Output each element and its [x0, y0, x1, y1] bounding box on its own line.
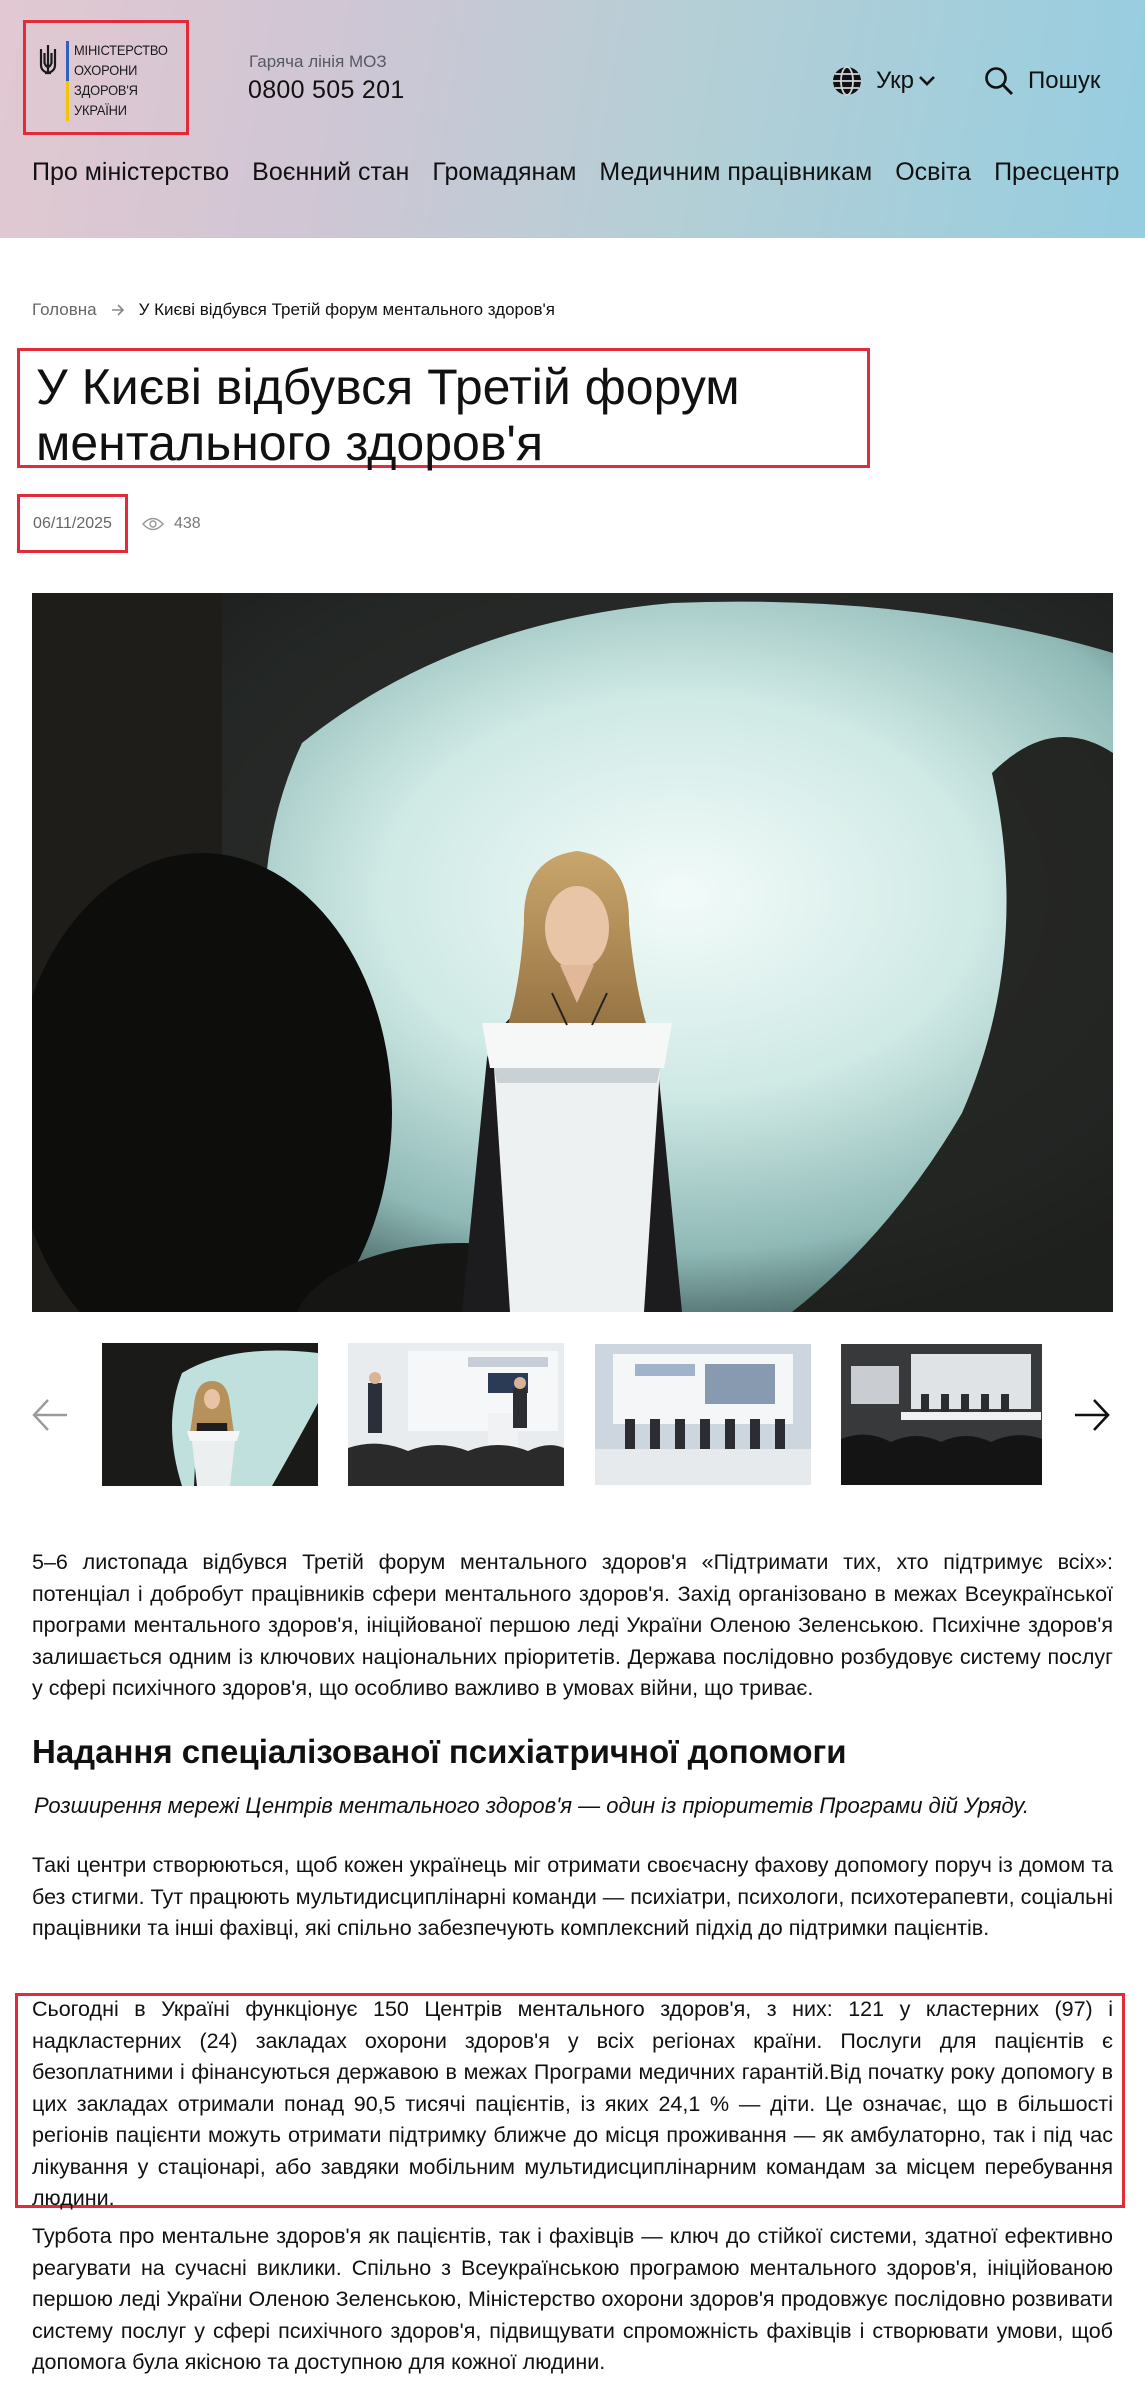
arrow-left-icon	[31, 1398, 69, 1432]
article-paragraph-3: Сьогодні в Україні функціонує 150 Центрів ментального здоров'я, з них: 121 у кластерних (97) і надкластерних (24) закладах охорони здоров'я у всіх регіонах країни. Послуги для пацієнтів є безоплатними і фінансуються державою в межах Програми медичних гарантій.Від початку року допомогу в цих закладах отримали понад 90,5 тисячі пацієнтів, із яких 24,1 % — діти. Це означає, що в більшості регіонів пацієнти можуть отримати підтримку ближче до місця проживання — як амбулаторно, так і під час лікування у стаціонарі, або завдяки мобільним мультидисциплінарним командам за місцем перебування людини.	[32, 1997, 1113, 2210]
article-intro: 5–6 листопада відбувся Третій форум ментального здоров'я «Підтримати тих, хто підтримує всіх»: потенціал і добробут працівників сфери ментального здоров'я. Захід організовано в межах Всеукраїнської програми ментального здоров'я, ініційованої першою леді України Оленою Зеленською. Психічне здоров'я залишається одним із ключових національних пріоритетів. Держава послідовно розбудовує систему послуг у сфері психічного здоров'я, що особливо важливо в умовах війни, що триває.	[32, 1550, 1113, 1700]
nav-item-martial-law[interactable]: Воєнний стан	[252, 158, 410, 186]
globe-icon	[830, 64, 864, 98]
article-paragraph-4: Турбота про ментальне здоров'я як пацієнтів, так і фахівців — ключ до стійкої системи, здатної ефективно реагувати на сучасні виклики. Спільно з Всеукраїнською програмою ментального здоров'я, ініційованою першою леді України Оленою Зеленською, Міністерство охорони здоров'я продовжує послідовно розвивати систему послуг у сфері психічного здоров'я, підвищувати спроможність фахівців і створювати умови, щоб допомога була якісною та доступною для кожної людини.	[32, 2224, 1113, 2374]
logo-text	[74, 40, 175, 120]
breadcrumb-home[interactable]: Головна	[32, 300, 97, 319]
section-heading: Надання спеціалізованої психіатричної допомоги	[32, 1733, 847, 1770]
arrow-right-icon	[1073, 1398, 1111, 1432]
trident-emblem-icon	[38, 43, 58, 77]
language-label: Укр	[876, 67, 915, 94]
language-switcher[interactable]	[830, 64, 936, 98]
gallery-thumb-4[interactable]	[841, 1344, 1042, 1485]
nav-item-education[interactable]: Освіта	[895, 158, 972, 186]
flag-stripe	[66, 41, 69, 121]
logo-line-3: ЗДОРОВ'Я	[74, 82, 138, 98]
ministry-logo[interactable]	[23, 20, 189, 135]
title-highlight	[17, 348, 870, 471]
publish-date: 06/11/2025	[17, 494, 128, 553]
hotline-number[interactable]: 0800 505 201	[248, 76, 405, 104]
eye-icon	[142, 517, 164, 531]
gallery-thumb-3[interactable]	[595, 1344, 811, 1485]
nav-item-citizens[interactable]: Громадянам	[432, 158, 577, 186]
logo-line-2: ОХОРОНИ	[74, 62, 138, 78]
section-lead: Розширення мережі Центрів ментального здоров'я — один із пріоритетів Програми дій Уряду.	[34, 1793, 1030, 1818]
nav-item-press[interactable]: Пресцентр	[994, 158, 1120, 186]
main-nav	[32, 158, 1119, 192]
breadcrumb-current: У Києві відбувся Третій форум ментального здоров'я	[138, 300, 555, 319]
article-meta	[17, 494, 201, 553]
view-count-value: 438	[174, 514, 201, 532]
gallery-prev-button[interactable]	[30, 1390, 70, 1440]
breadcrumb-arrow-icon	[111, 304, 125, 316]
logo-line-4: УКРАЇНИ	[74, 102, 127, 118]
nav-item-medical-workers[interactable]: Медичним працівникам	[599, 158, 873, 186]
nav-item-about[interactable]: Про міністерство	[32, 158, 230, 186]
article-paragraph-2: Такі центри створюються, щоб кожен українець міг отримати своєчасну фахову допомогу поруч із домом та без стигми. Тут працюють мультидисциплінарні команди — психіатри, психологи, психотерапевти, соціальні працівники та інші фахівці, які спільно забезпечують комплексний підхід до підтримки пацієнтів.	[32, 1853, 1113, 1940]
breadcrumb	[32, 300, 555, 320]
main-photo[interactable]	[32, 593, 1113, 1312]
gallery-thumb-1[interactable]	[102, 1343, 318, 1486]
site-header	[0, 0, 1145, 238]
gallery-next-button[interactable]	[1072, 1390, 1112, 1440]
hotline-label: Гаряча лінія МОЗ	[249, 52, 387, 71]
chevron-down-icon	[918, 75, 936, 87]
view-count	[142, 515, 201, 533]
gallery-thumb-2[interactable]	[348, 1343, 564, 1486]
logo-line-1: МІНІСТЕРСТВО	[74, 42, 168, 58]
page-title: У Києві відбувся Третій форум ментального здоров'я	[36, 359, 740, 471]
search-button[interactable]	[984, 64, 1100, 98]
search-label: Пошук	[1028, 67, 1101, 94]
search-icon	[984, 66, 1014, 96]
